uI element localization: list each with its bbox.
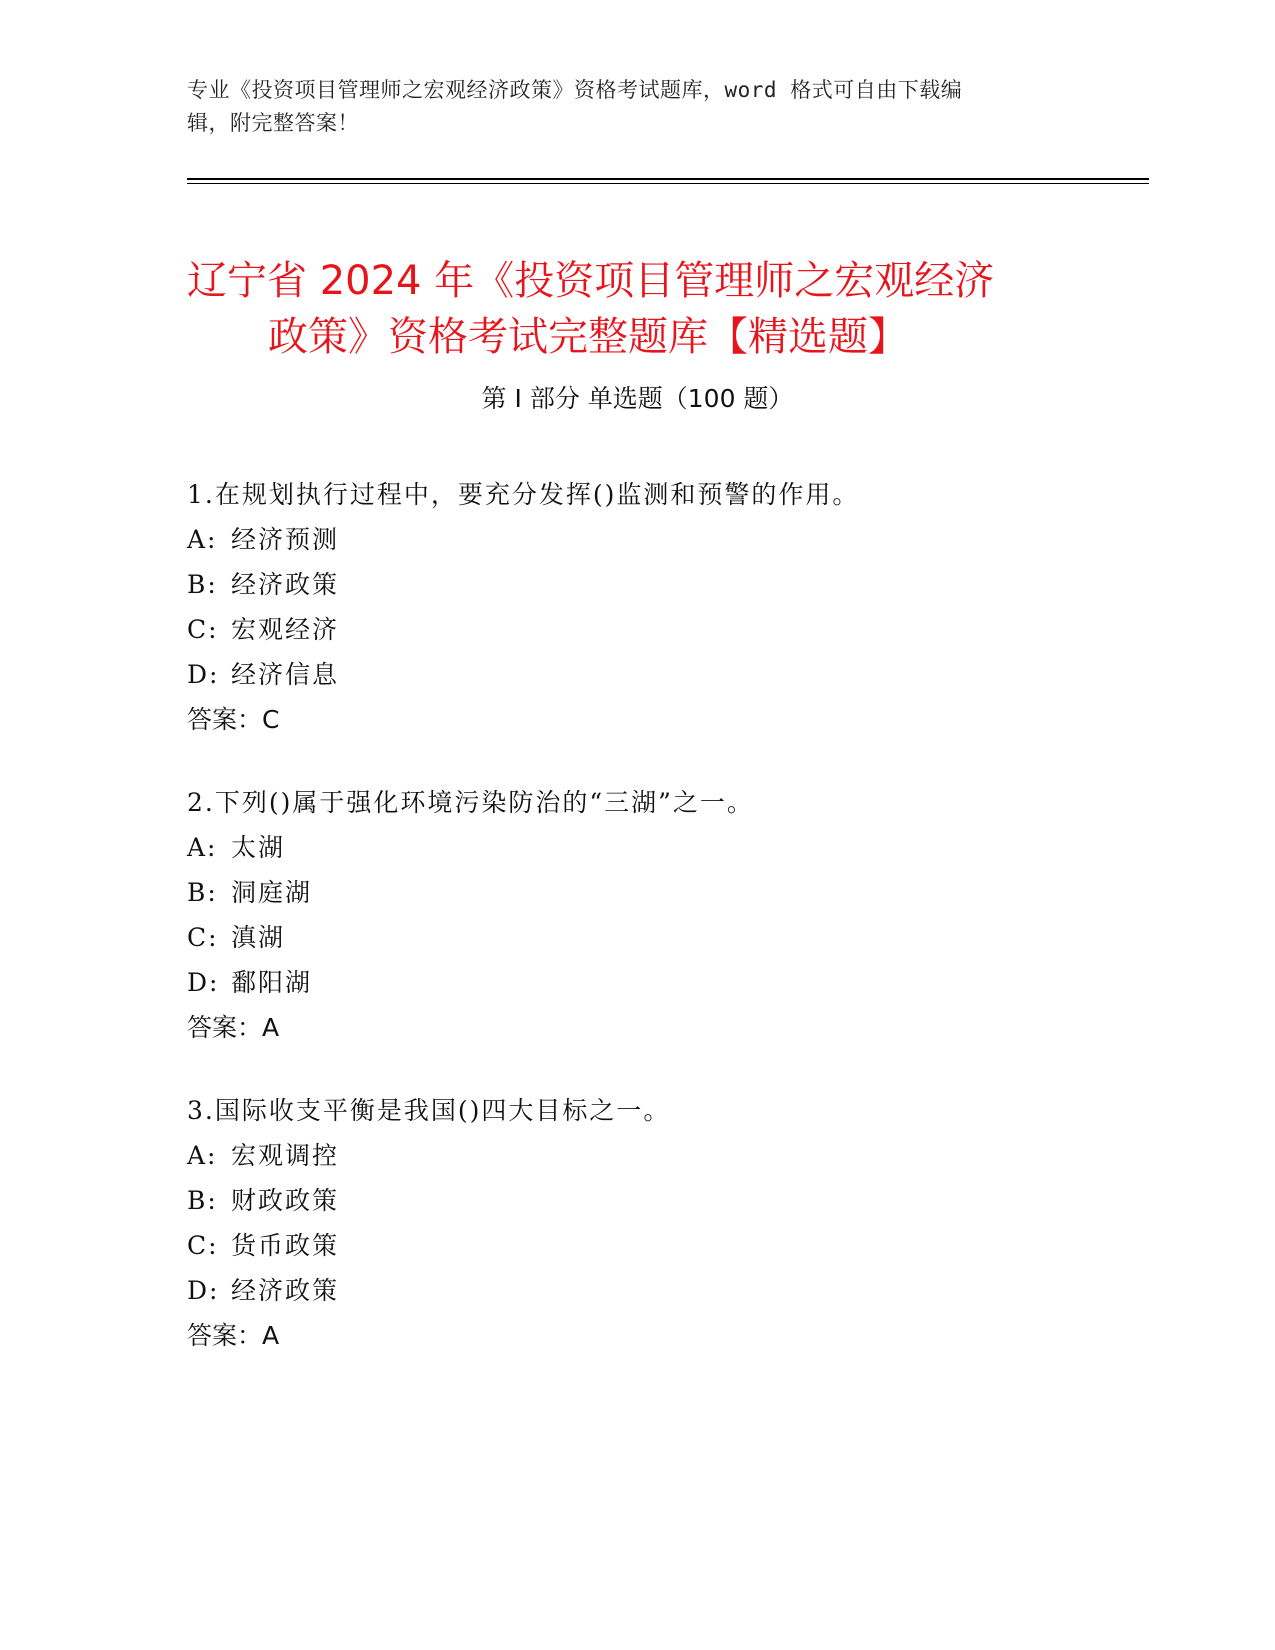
option-text: 财政政策 <box>231 1186 340 1215</box>
option-label: D: <box>187 968 220 997</box>
question-stem: 2.下列()属于强化环境污染防治的“三湖”之一。 <box>187 788 754 817</box>
option-b <box>187 562 1147 607</box>
option-c <box>187 1223 1147 1268</box>
answer: 答案：A <box>187 1321 280 1350</box>
option-d <box>187 1268 1147 1313</box>
option-label: B: <box>187 1186 218 1215</box>
question-2 <box>187 780 1147 1050</box>
option-d <box>187 960 1147 1005</box>
option-text: 太湖 <box>231 833 286 862</box>
option-label: C: <box>187 1231 219 1260</box>
option-label: D: <box>187 1276 220 1305</box>
option-text: 经济预测 <box>231 525 340 554</box>
question-3 <box>187 1088 1147 1358</box>
option-text: 经济信息 <box>231 660 340 689</box>
option-label: B: <box>187 878 218 907</box>
option-a <box>187 517 1147 562</box>
option-text: 宏观经济 <box>231 615 340 644</box>
option-a <box>187 825 1147 870</box>
option-label: C: <box>187 923 219 952</box>
option-d <box>187 652 1147 697</box>
option-text: 经济政策 <box>231 570 340 599</box>
option-label: A: <box>187 833 218 862</box>
option-text: 宏观调控 <box>231 1141 340 1170</box>
header-note-line2: 辑，附完整答案！ <box>187 111 359 135</box>
header-divider-thin <box>187 183 1149 184</box>
option-b <box>187 870 1147 915</box>
header-note-line1: 专业《投资项目管理师之宏观经济政策》资格考试题库，word 格式可自由下载编 <box>187 78 963 102</box>
option-label: C: <box>187 615 219 644</box>
document-title <box>187 253 1087 365</box>
option-text: 滇湖 <box>231 923 286 952</box>
header-divider-thick <box>187 178 1149 180</box>
document-title-line2: 政策》资格考试完整题库【精选题】 <box>268 313 908 360</box>
option-label: A: <box>187 1141 218 1170</box>
option-c <box>187 915 1147 960</box>
option-a <box>187 1133 1147 1178</box>
header-note <box>187 74 1067 140</box>
option-text: 货币政策 <box>231 1231 340 1260</box>
option-label: B: <box>187 570 218 599</box>
option-b <box>187 1178 1147 1223</box>
question-stem: 3.国际收支平衡是我国()四大目标之一。 <box>187 1096 671 1125</box>
document-title-line1: 辽宁省 2024 年《投资项目管理师之宏观经济 <box>187 257 995 304</box>
question-stem: 1.在规划执行过程中，要充分发挥()监测和预警的作用。 <box>187 480 860 509</box>
option-c <box>187 607 1147 652</box>
answer: 答案：C <box>187 705 280 734</box>
question-list <box>187 472 1147 1396</box>
question-1 <box>187 472 1147 742</box>
section-heading: 第 I 部分 单选题（100 题） <box>481 384 794 413</box>
option-text: 经济政策 <box>231 1276 340 1305</box>
option-label: D: <box>187 660 220 689</box>
option-text: 洞庭湖 <box>231 878 313 907</box>
option-label: A: <box>187 525 218 554</box>
answer: 答案：A <box>187 1013 280 1042</box>
option-text: 鄱阳湖 <box>231 968 313 997</box>
